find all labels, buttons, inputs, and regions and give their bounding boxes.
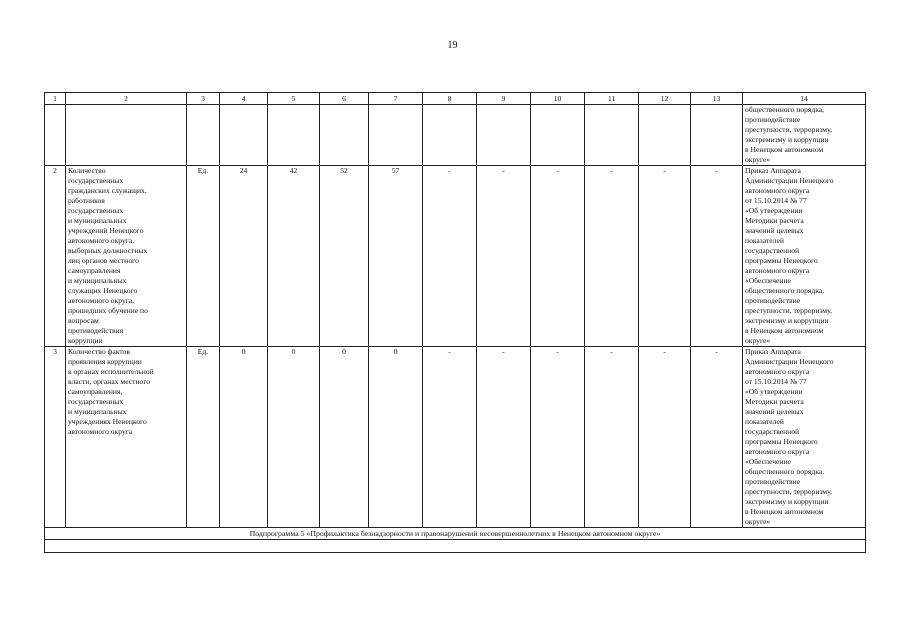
source-document: Приказ Аппарата Администрации Ненецкого автономного округа от 15.10.2014 № 77 «Об утверждении Методики расчета значений целевых показателей государственной программы Ненецкого автономного округа «Обеспечение общественного порядка, противодействие преступности, терроризму, экстремизму и коррупции в Ненецком автономном округе» — [743, 166, 866, 347]
header-row — [45, 93, 866, 105]
value-cell — [691, 105, 743, 166]
subprogram-row — [45, 528, 866, 540]
value-cell: - — [691, 347, 743, 528]
value-cell: - — [639, 347, 691, 528]
header-cell: 14 — [743, 93, 866, 105]
header-cell: 8 — [423, 93, 477, 105]
table-row-3 — [45, 347, 866, 528]
header-cell: 6 — [320, 93, 369, 105]
value-cell: - — [639, 166, 691, 347]
unit: Ед. — [187, 166, 220, 347]
indicators-table — [44, 92, 866, 553]
value-cell: - — [477, 166, 531, 347]
unit — [187, 105, 220, 166]
value-cell — [369, 105, 423, 166]
value-cell: 24 — [220, 166, 268, 347]
source-document: общественного порядка, противодействие преступности, терроризму, экстремизму и коррупции в Ненецком автономном округе» — [743, 105, 866, 166]
header-cell: 9 — [477, 93, 531, 105]
value-cell: 0 — [220, 347, 268, 528]
header-cell: 10 — [531, 93, 585, 105]
value-cell: 0 — [320, 347, 369, 528]
value-cell: - — [531, 166, 585, 347]
header-cell: 3 — [187, 93, 220, 105]
value-cell: - — [531, 347, 585, 528]
header-cell: 2 — [66, 93, 187, 105]
value-cell — [268, 105, 320, 166]
value-cell: 42 — [268, 166, 320, 347]
row-number: 2 — [45, 166, 66, 347]
value-cell: 52 — [320, 166, 369, 347]
value-cell: - — [423, 347, 477, 528]
value-cell — [477, 105, 531, 166]
unit: Ед. — [187, 347, 220, 528]
value-cell — [320, 105, 369, 166]
table-row-2 — [45, 166, 866, 347]
table-row-continuation — [45, 105, 866, 166]
value-cell — [423, 105, 477, 166]
header-cell: 4 — [220, 93, 268, 105]
value-cell: - — [585, 166, 639, 347]
empty-row — [45, 540, 866, 553]
indicator-name: Количество государственных гражданских служащих, работников государственных и муниципальных учреждений Ненецкого автономного округа, выборных должностных лиц органов местного самоуправления и муниципальных служащих Ненецкого автономного округа, прошедших обучение по вопросам противодействия коррупции — [66, 166, 187, 347]
value-cell: - — [585, 347, 639, 528]
value-cell: - — [477, 347, 531, 528]
header-cell: 7 — [369, 93, 423, 105]
value-cell: - — [691, 166, 743, 347]
header-cell: 13 — [691, 93, 743, 105]
header-cell: 5 — [268, 93, 320, 105]
indicator-name — [66, 105, 187, 166]
value-cell: 0 — [268, 347, 320, 528]
indicator-name: Количество фактов проявления коррупции в органах исполнительной власти, органах местного самоуправления, государственных и муниципальных учреждениях Ненецкого автономного округа — [66, 347, 187, 528]
row-number — [45, 105, 66, 166]
row-number: 3 — [45, 347, 66, 528]
empty-cell — [45, 540, 866, 553]
value-cell: 0 — [369, 347, 423, 528]
value-cell: 57 — [369, 166, 423, 347]
subprogram-title: Подпрограмма 5 «Профилактика безнадзорности и правонарушений несовершеннолетних в Ненецком автономном округе» — [45, 528, 866, 540]
source-document: Приказ Аппарата Администрации Ненецкого автономного округа от 15.10.2014 № 77 «Об утверждении Методики расчета значений целевых показателей государственной программы Ненецкого автономного округа «Обеспечение общественного порядка, противодействие преступности, терроризму, экстремизму и коррупции в Ненецком автономном округе» — [743, 347, 866, 528]
page-number: 19 — [447, 40, 458, 51]
header-cell: 11 — [585, 93, 639, 105]
value-cell — [639, 105, 691, 166]
value-cell: - — [423, 166, 477, 347]
value-cell — [585, 105, 639, 166]
header-cell: 12 — [639, 93, 691, 105]
header-cell: 1 — [45, 93, 66, 105]
value-cell — [531, 105, 585, 166]
value-cell — [220, 105, 268, 166]
